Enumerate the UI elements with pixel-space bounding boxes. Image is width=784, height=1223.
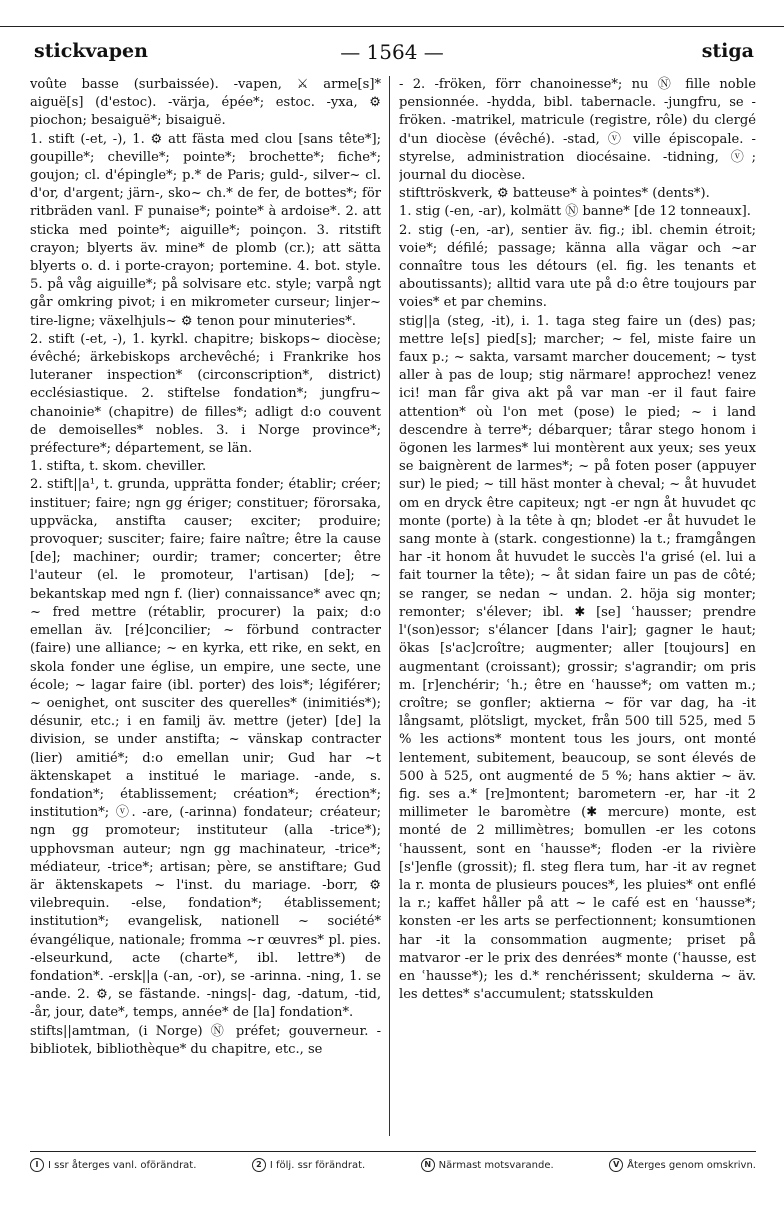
circled-v-icon: V — [609, 1158, 623, 1172]
dictionary-entry: voûte basse (surbaissée). -vapen, ⚔ arme[s]* aiguë[s] (d'estoc). -värja, épée*; estoc. -yxa, ⚙ piochon; besaiguë*; bisaiguë. — [30, 77, 381, 129]
page-number: — 1564 — — [340, 40, 444, 64]
dictionary-entry: 1. stifta, t. skom. cheviller. — [30, 459, 207, 475]
top-rule — [0, 26, 784, 27]
footer-rule — [30, 1151, 756, 1152]
legend-text: I ssr återges vanl. oförändrat. — [48, 1159, 197, 1171]
circled-i-icon: I — [30, 1158, 44, 1172]
dictionary-entry: 2. stift (-et, -), 1. kyrkl. chapitre; biskops~ diocèse; évêché; ärkebiskops archevêché; i Frankrike hos luteraner inspection* (circonscription*, district) ecclésiastique. 2. stiftelse fondation*; jungfru~ chanoinie* (chapitre) de filles*; adligt d:o couvent de demoiselles* nobles. 3. i Norge province*; préfecture*; département, se län. — [30, 331, 381, 457]
left-column — [30, 76, 381, 1140]
header-right-guideword: stiga — [701, 40, 754, 62]
header-left-guideword: stickvapen — [34, 40, 148, 62]
dictionary-entry: 2. stig (-en, -ar), sentier äv. fig.; ibl. chemin étroit; voie*; défilé; passage; känna alla vägar och ~ar connaître tous les détours (el. fig. les tenants et aboutissants); alltid vara ute på d:o être toujours par voies* et par chemins. — [399, 222, 756, 311]
dictionary-entry: 1. stift (-et, -), 1. ⚙ att fästa med clou [sans tête*]; goupille*; cheville*; pointe*; brochette*; fiche*; goujon; cl. d'épingle*; p.* de Paris; guld-, silver~ cl. d'or, d'argent; järn-, sko~ ch.* de fer, de bottes*; för ritbräden vanl. F punaise*; pointe* à ardoise*. 2. att sticka med pointe*; aiguille*; poinçon. 3. ritstift crayon; blyerts äv. mine* de plomb (cr.); att sätta blyerts o. d. i porte-crayon; portemine. 4. bot. style. 5. på våg aiguille*; på solvisare etc. style; varpå ngt går omkring pivot; i en mikrometer curseur; linjer~ tire-ligne; växelhjuls~ ⚙ tenon pour minuteries*. — [30, 131, 381, 329]
dictionary-entry: - 2. -fröken, förr chanoinesse*; nu Ⓝ fille noble pensionnée. -hydda, bibl. tabernacle. -jungfru, se -fröken. -matrikel, matricule (registre, rôle) du clergé d'un diocèse (évêché). -stad, ⓥ ville épiscopale. -styrelse, administration diocésaine. -tidning, ⓥ; journal du diocèse. — [399, 77, 756, 184]
legend-item — [252, 1158, 365, 1172]
right-column — [399, 76, 756, 1140]
legend-item — [30, 1158, 196, 1172]
legend-text: I följ. ssr förändrat. — [269, 1159, 366, 1171]
legend-text: Närmast motsvarande. — [438, 1159, 554, 1171]
legend-text: Återges genom omskrivn. — [627, 1159, 756, 1171]
dictionary-entry: 2. stift||a¹, t. grunda, upprätta fonder; établir; créer; instituer; faire; ngn gg ériger; constituer; förorsaka, uppväcka, anstifta causer; exciter; produire; provoquer; susciter; faire; faire naître; être la cause [de]; machiner; ourdir; tramer; concerter; être l'auteur (el. le promoteur, l'artisan) [de]; ~ bekantskap med ngn f. (lier) connaissance* avec qn; ~ fred mettre (rétablir, procurer) la paix; d:o emellan äv. [ré]concilier; ~ förbund contracter (faire) une alliance; ~ en kyrka, ett rike, en sekt, en skola fonder une église, un empire, une secte, une école; ~ lagar faire (ibl. porter) des lois*; légiférer; ~ oenighet, ont susciter des querelles* (inimitiés*); désunir, etc.; i en familj äv. mettre (jeter) [de] la division, se under anstifta; ~ vänskap contracter (lier) amitié*; d:o emellan unir; Gud har ~t äktenskapet a institué le mariage. -ande, s. fondation*; établissement; création*; érection*; institution*; ⓥ. -are, (-arinna) fondateur; créateur; ngn gg promoteur; instituteur (alla -trice*); upphovsman auteur; ngn gg machinateur, -trice*; médiateur, -trice*; artisan; père, se anstiftare; Gud är äktenskapets ~ l'inst. du mariage. -borr, ⚙ vilebrequin. -else, fondation*; établissement; institution*; evangelisk, nationell ~ société* évangélique, nationale; fromma ~r œuvres* pl. pies. -elseurkund, acte (charte*, ibl. lettre*) de fondation*. -ersk||a (-an, -or), se -arinna. -ning, 1. se -ande. 2. ⚙, se fästande. -nings|- dag, -datum, -tid, -år, jour, date*, temps, année* de [la] fondation*. — [30, 477, 381, 1021]
dictionary-entry: stifttröskverk, ⚙ batteuse* à pointes* (dents*). — [399, 186, 710, 202]
dictionary-entry: stig||a (steg, -it), i. 1. taga steg faire un (des) pas; mettre le[s] pied[s]; marcher; ~ fel, miste faire un faux p.; ~ sakta, varsamt marcher doucement; ~ tyst aller à pas de loup; stig närmare! approchez! venez ici! man får giva akt på var man -er il faut faire attention* où l'on met (pose) le pied; ~ i land descendre à terre*; débarquer; tårar stego honom i ögonen les larmes* lui montèrent aux yeux; ses yeux se baignèrent de larmes*; ~ på foten poser (appuyer sur) le pied; ~ till häst monter à cheval; ~ åt huvudet om en dryck être capiteux; ngt -er ngn åt huvudet qc monte (porte) à la tête à qn; blodet -er åt huvudet le sang monte à (stark. congestionne) la t.; framgången har -it honom åt huvudet le succès l'a grisé (el. lui a fait tourner la tête); ~ åt sidan faire un pas de côté; se ranger, se nedan ~ undan. 2. höja sig monter; remonter; s'élever; ibl. ✱ [se] ʿhausser; prendre l'(son)essor; s'élancer [dans l'air]; gagner le haut; ökas [s'ac]croître; augmenter; aller [toujours] en augmentant (croissant); grossir; s'agrandir; om pris m. [r]enchérir; ʿh.; être en ʿhausse*; om vatten m.; croître; se gonfler; aktierna ~ för var dag, ha -it långsamt, plötsligt, mycket, från 500 till 525, med 5 % les actions* montent tous les jours, ont monté lentement, subitement, beaucoup, se sont élevés de 500 à 525, ont augmenté de 5 %; hans aktier ~ äv. fig. ses a.* [re]montent; barometern -er, har -it 2 millimeter le baromètre (✱ mercure) monte, est monté de 2 millimètres; bomullen -er les cotons ʿhaussent, sont en ʿhausse*; floden -er la rivière [s']enfle (grossit); fl. steg flera tum, har -it av regnet la r. monta de plusieurs pouces*, les pluies* ont enflé la r.; kaffet håller på att ~ le café est en ʿhausse*; konsten -er les arts se perfectionnent; konsumtionen har -it la consommation augmente; priset på matvaror -er le prix des denrées* monte (ʿhausse, est en ʿhausse*); les d.* renchérissent; skulderna ~ äv. les dettes* s'accumulent; statsskulden — [399, 313, 756, 1003]
legend-item — [421, 1158, 554, 1172]
circled-n-icon: N — [421, 1158, 435, 1172]
footer-legend — [30, 1158, 756, 1172]
legend-item — [609, 1158, 756, 1172]
column-divider — [389, 76, 390, 1136]
dictionary-entry: stifts||amtman, (i Norge) Ⓝ préfet; gouverneur. -bibliotek, bibliothèque* du chapitre, etc., se — [30, 1023, 381, 1057]
dictionary-entry: 1. stig (-en, -ar), kolmätt Ⓝ banne* [de 12 tonneaux]. — [399, 204, 751, 220]
circled-2-icon: 2 — [252, 1158, 266, 1172]
